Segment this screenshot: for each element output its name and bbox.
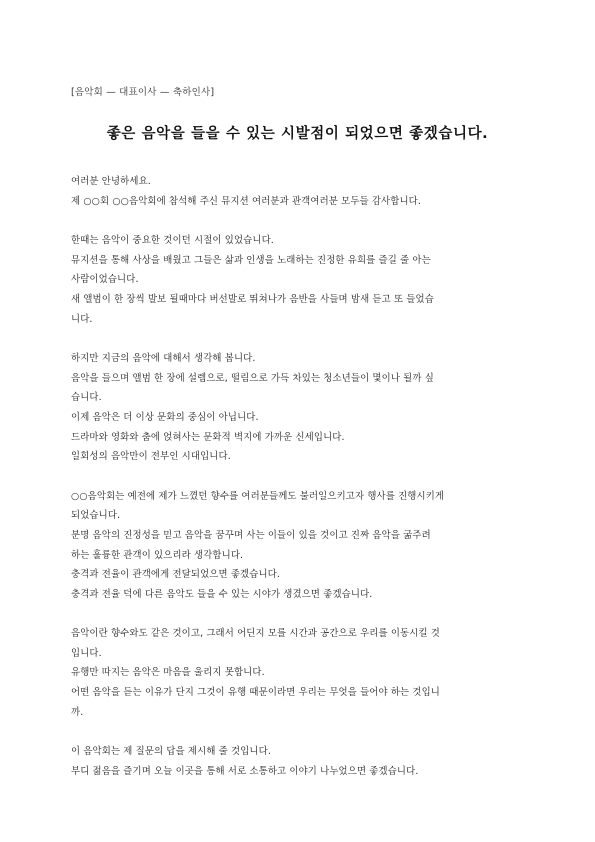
- text-line: 입니다.: [71, 647, 102, 659]
- text-line: 사람이었습니다.: [71, 274, 139, 286]
- text-line: 한때는 음악이 중요한 것이던 시절이 있었습니다.: [71, 235, 274, 247]
- paragraph: [71, 487, 527, 605]
- document-title: 좋은 음악을 들을 수 있는 시발점이 되었으면 좋겠습니다.: [106, 126, 489, 142]
- text-line: 까.: [71, 706, 84, 718]
- document-body: [71, 172, 527, 781]
- text-line: 음악이란 향수와도 같은 것이고, 그래서 어딘지 모를 시간과 공간으로 우리를 이동시킬 것: [71, 628, 440, 640]
- text-line: 하는 훌륭한 관객이 있으리라 생각합니다.: [71, 549, 244, 561]
- text-line: 어떤 음악을 듣는 이유가 단지 그것이 유행 때문이라면 우리는 무엇을 들어야 하는 것입니: [71, 687, 440, 699]
- text-line: 충격과 전율이 관객에게 전달되었으면 좋겠습니다.: [71, 569, 280, 581]
- paragraph: [71, 742, 527, 781]
- text-line: 되었습니다.: [71, 510, 121, 522]
- text-line: 니다.: [71, 313, 93, 325]
- text-line: 음악을 들으며 앨범 한 장에 설렘으로, 떨림으로 가득 차있는 청소년들이 몇이나 될까 싶: [71, 372, 434, 384]
- text-line: 분명 음악의 진정성을 믿고 음악을 꿈꾸며 사는 이들이 있을 것이고 진짜 음악을 굶주려: [71, 529, 431, 541]
- text-line: 부디 젊음을 즐기며 오늘 이곳을 통해 서로 소통하고 이야기 나누었으면 좋겠습니다.: [71, 765, 419, 777]
- paragraph: [71, 349, 527, 467]
- text-line: 충격과 전율 덕에 다른 음악도 들을 수 있는 시야가 생겼으면 좋겠습니다.: [71, 588, 373, 600]
- text-line: 여러분 안녕하세요.: [71, 176, 151, 187]
- text-line: 습니다.: [71, 392, 102, 404]
- text-line: 이 음악회는 제 질문의 답을 제시해 줄 것입니다.: [71, 746, 271, 758]
- paragraph: [71, 624, 527, 722]
- text-line: ○○음악회는 예전에 제가 느꼈던 향수를 여러분들께도 불러일으키고자 행사를 진행시키게: [71, 490, 445, 502]
- text-line: 유행만 따지는 음악은 마음을 울리지 못합니다.: [71, 667, 265, 679]
- text-line: 새 앨범이 한 장씩 발보 될때마다 버선발로 뛰쳐나가 음반을 사들며 밤새 듣고 또 들었습: [71, 293, 434, 305]
- text-line: 뮤지션을 통해 사상을 배웠고 그들은 삶과 인생을 노래하는 진정한 유희를 즐길 줄 아는: [71, 254, 431, 266]
- paragraph: [71, 172, 527, 211]
- text-line: 드라마와 영화와 춤에 얹혀사는 문화적 벽지에 가까운 신세입니다.: [71, 431, 345, 443]
- text-line: 일회성의 음악만이 전부인 시대입니다.: [71, 451, 231, 463]
- text-line: 하지만 지금의 음악에 대해서 생각해 봅니다.: [71, 353, 256, 365]
- text-line: 제 ○○회 ○○음악회에 참석해 주신 뮤지션 여러분과 관객여러분 모두들 감사합니다.: [71, 195, 422, 207]
- document-header: [음악회 — 대표이사 — 축하인사]: [71, 87, 215, 98]
- text-line: 이제 음악은 더 이상 문화의 중심이 아닙니다.: [71, 411, 259, 423]
- paragraph: [71, 231, 527, 329]
